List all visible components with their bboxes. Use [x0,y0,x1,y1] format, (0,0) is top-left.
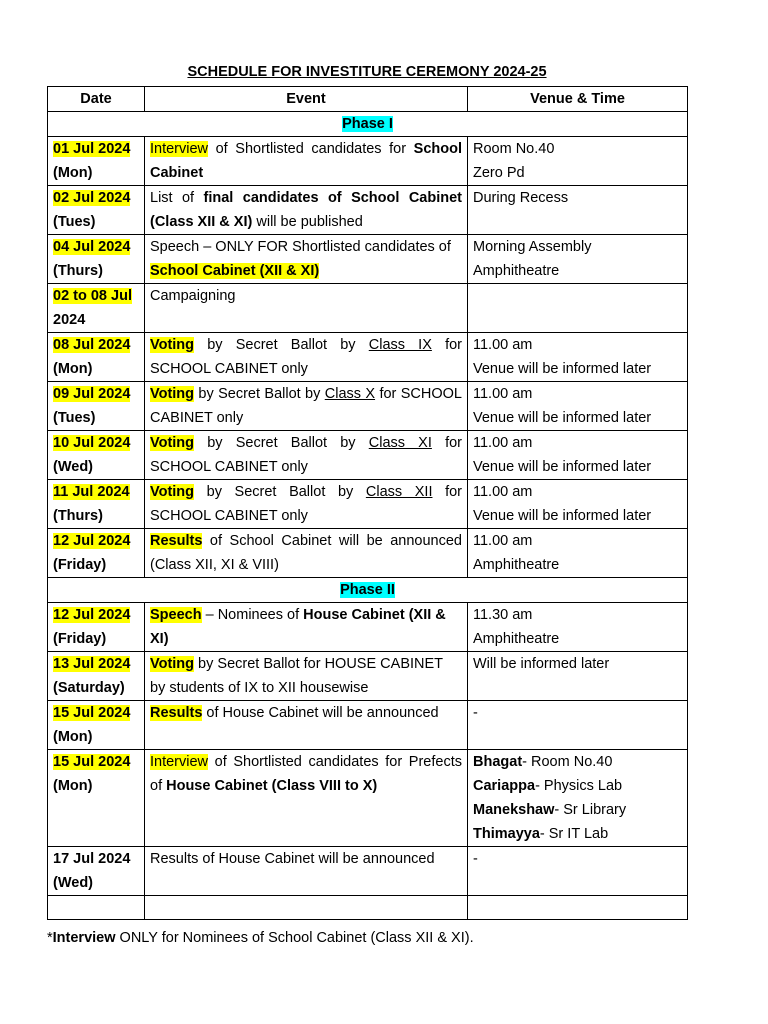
time-text: 11.00 am [473,386,533,402]
empty-cell [145,896,468,920]
venue-cell [468,137,688,186]
date-text: 01 Jul 2024 [53,141,131,157]
venue-text: Venue will be informed later [473,459,652,475]
date-cell [48,186,145,235]
event-keyword: Voting [150,386,195,402]
venue-text: Venue will be informed later [473,508,652,524]
event-text: Speech – ONLY FOR Shortlisted candidates of [150,239,451,255]
date-text: 08 Jul 2024 [53,337,131,353]
venue-text: - [473,851,478,867]
event-cell [145,701,468,750]
phase-2-text: Phase II [340,582,395,598]
day-text: (Wed) [53,875,94,891]
day-text: (Thurs) [53,508,103,524]
venue-line [473,774,682,798]
event-cell [145,137,468,186]
day-text: (Friday) [53,631,107,647]
event-text: by Secret Ballot for HOUSE CABINET by students of IX to XII housewise [150,656,443,696]
date-text: 02 Jul 2024 [53,190,131,206]
event-keyword: Voting [150,435,195,451]
venue-cell [468,333,688,382]
date-text: 13 Jul 2024 [53,656,131,672]
date-text: 12 Jul 2024 [53,607,131,623]
event-cell [145,431,468,480]
date-cell [48,701,145,750]
venue-text: Will be informed later [473,656,610,672]
venue-cell [468,431,688,480]
event-text: by Secret Ballot by [194,484,366,500]
venue-text: Amphitheatre [473,557,560,573]
event-text: by Secret Ballot by [194,386,325,402]
event-text: List of [150,190,204,206]
date-cell [48,603,145,652]
date-cell [48,847,145,896]
header-event: Event [145,87,468,112]
date-text: 02 to 08 Jul [53,288,132,304]
table-row [48,382,688,431]
date-cell [48,382,145,431]
venue-text: - Sr Library [554,802,627,818]
table-row [48,284,688,333]
time-text: 11.00 am [473,435,533,451]
footnote-text: ONLY for Nominees of School Cabinet (Class XII & XI). [115,930,474,946]
footnote-bold: Interview [52,930,116,946]
time-text: 11.30 am [473,607,533,623]
event-text: – Nominees of [201,607,304,623]
date-cell [48,480,145,529]
header-venue: Venue & Time [468,87,688,112]
event-text: of Shortlisted candidates for [208,141,414,157]
date-cell [48,137,145,186]
venue-text: Amphitheatre [473,263,560,279]
event-bold: House Cabinet (XII & XI) [150,607,446,647]
day-text: (Mon) [53,361,93,377]
venue-text: During Recess [473,190,569,206]
event-text: for SCHOOL CABINET only [150,435,462,475]
table-row [48,529,688,578]
venue-cell [468,480,688,529]
event-bold: final candidates of School Cabinet (Class XII & XI) [150,190,462,230]
house-name: Cariappa [473,778,536,794]
event-keyword: Results [150,705,203,721]
table-row [48,333,688,382]
event-keyword: Voting [150,656,195,672]
venue-cell [468,701,688,750]
event-keyword: Speech [150,607,202,623]
table-row [48,235,688,284]
day-text: (Thurs) [53,263,103,279]
table-row [48,186,688,235]
event-text: by Secret Ballot by [194,435,369,451]
event-text: Results of House Cabinet will be announced [150,851,435,867]
table-row [48,431,688,480]
phase-row [48,112,688,137]
venue-line [473,798,682,822]
event-text: of House Cabinet will be announced [202,705,439,721]
venue-text: Venue will be informed later [473,410,652,426]
venue-cell [468,847,688,896]
table-row [48,652,688,701]
empty-cell [48,896,145,920]
event-keyword: Results [150,533,203,549]
date-cell [48,652,145,701]
event-cell [145,186,468,235]
date-cell [48,529,145,578]
day-text: (Friday) [53,557,107,573]
event-cell [145,235,468,284]
date-text: 12 Jul 2024 [53,533,131,549]
venue-line [473,750,682,774]
event-text: of Shortlisted candidates for Prefects of [150,754,462,794]
footnote-star: * [47,930,53,946]
venue-text: Morning Assembly [473,239,592,255]
day-text: (Tues) [53,214,96,230]
empty-cell [468,896,688,920]
event-text: Campaigning [150,288,236,304]
date-cell [48,333,145,382]
event-cell [145,750,468,847]
empty-row [48,896,688,920]
venue-cell [468,382,688,431]
phase-2-label [48,578,688,603]
phase-1-text: Phase I [342,116,393,132]
class-text: Class X [324,386,376,402]
day-text: (Saturday) [53,680,125,696]
time-text: 11.00 am [473,533,533,549]
document-title: SCHEDULE FOR INVESTITURE CEREMONY 2024-25 [187,64,547,80]
day-text: (Tues) [53,410,96,426]
phase-1-label [48,112,688,137]
date-text: 04 Jul 2024 [53,239,131,255]
venue-cell [468,284,688,333]
venue-text: Room No.40 [473,141,555,157]
event-text: by Secret Ballot by [194,337,369,353]
time-text: Zero Pd [473,165,525,181]
date-text: 11 Jul 2024 [53,484,130,500]
event-keyword: Voting [150,484,195,500]
date-cell [48,235,145,284]
venue-cell [468,603,688,652]
date-cell [48,284,145,333]
venue-cell [468,235,688,284]
schedule-table [47,86,688,920]
event-text: of School Cabinet will be announced (Class XII, XI & VIII) [150,533,462,573]
venue-text: - [473,705,478,721]
event-cell [145,529,468,578]
event-cell [145,652,468,701]
day-text: 2024 [53,312,86,328]
header-date: Date [48,87,145,112]
venue-cell [468,529,688,578]
event-bold: House Cabinet (Class VIII to X) [166,778,378,794]
venue-text: Venue will be informed later [473,361,652,377]
event-cell [145,480,468,529]
event-cell [145,284,468,333]
venue-text: - Room No.40 [522,754,613,770]
class-text: Class XI [368,435,432,451]
house-name: Thimayya [473,826,540,842]
event-cell [145,382,468,431]
event-cell [145,603,468,652]
date-text: 15 Jul 2024 [53,754,131,770]
event-text: for SCHOOL CABINET only [150,484,462,524]
table-row [48,603,688,652]
day-text: (Mon) [53,729,93,745]
event-bold: School Cabinet [150,141,462,181]
venue-line [473,822,682,846]
house-name: Bhagat [473,754,523,770]
event-keyword: Voting [150,337,195,353]
table-row [48,480,688,529]
table-row [48,137,688,186]
venue-cell [468,186,688,235]
day-text: (Wed) [53,459,94,475]
venue-text: - Physics Lab [535,778,623,794]
event-keyword: Interview [150,754,209,770]
table-row [48,750,688,847]
table-header-row [48,87,688,112]
event-text: for SCHOOL CABINET only [150,337,462,377]
date-cell [48,431,145,480]
event-keyword: Interview [150,141,209,157]
event-cell [145,333,468,382]
day-text: (Mon) [53,778,93,794]
event-keyword: School Cabinet (XII & XI) [150,263,320,279]
venue-text: Amphitheatre [473,631,560,647]
time-text: 11.00 am [473,484,533,500]
table-row [48,847,688,896]
venue-cell [468,750,688,847]
day-text: (Mon) [53,165,93,181]
date-text: 09 Jul 2024 [53,386,131,402]
class-text: Class IX [368,337,432,353]
venue-text: - Sr IT Lab [539,826,609,842]
table-row [48,701,688,750]
event-text: will be published [252,214,363,230]
house-name: Manekshaw [473,802,555,818]
venue-cell [468,652,688,701]
date-text: 10 Jul 2024 [53,435,131,451]
class-text: Class XII [365,484,433,500]
time-text: 11.00 am [473,337,533,353]
date-cell [48,750,145,847]
date-text: 17 Jul 2024 [53,851,131,867]
event-text: for SCHOOL CABINET only [150,386,462,426]
phase-row [48,578,688,603]
footnote [47,930,474,946]
event-cell [145,847,468,896]
date-text: 15 Jul 2024 [53,705,131,721]
